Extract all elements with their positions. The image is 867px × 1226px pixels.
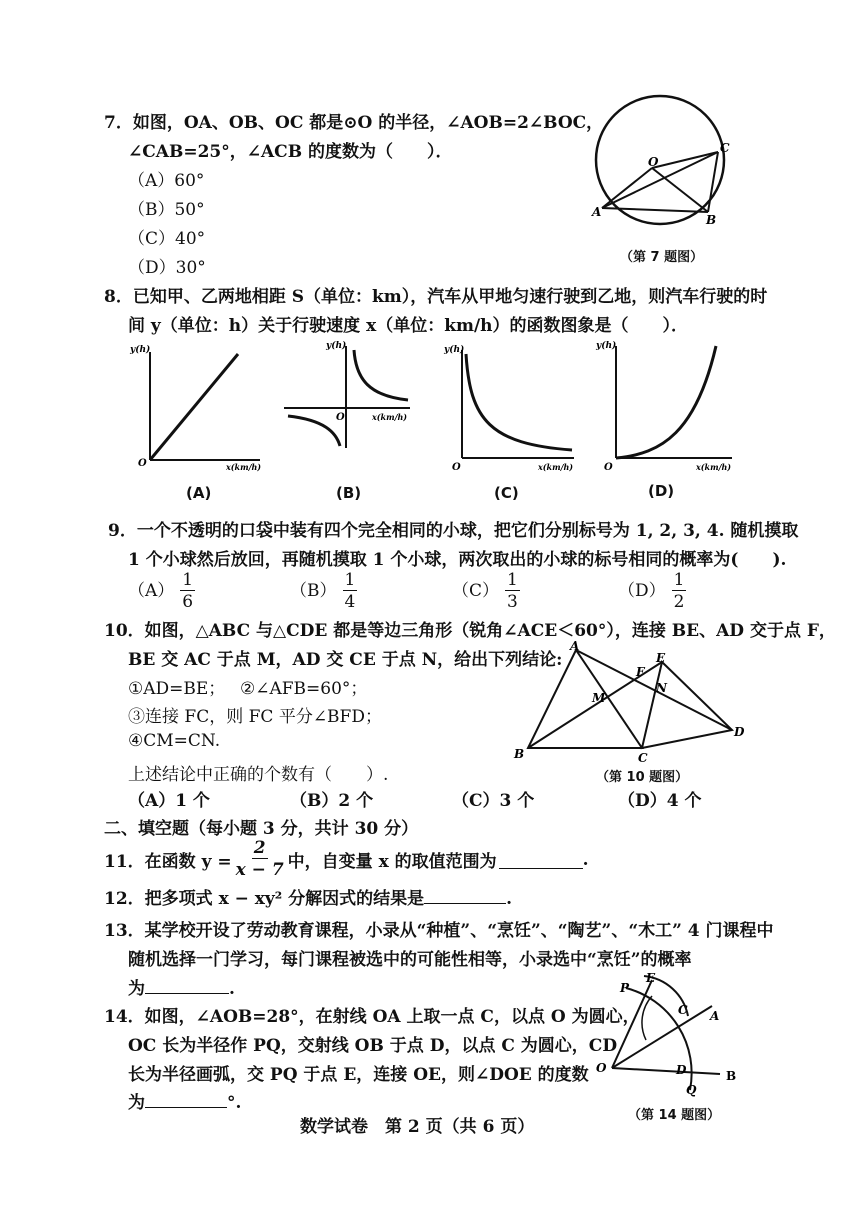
q9-option-d: （D） $\frac{1}{2}$ — [618, 570, 685, 612]
q7-line1: 7．如图，OA、OB、OC 都是⊙O 的半径，∠AOB=2∠BOC， — [104, 113, 604, 133]
q11-answer-blank[interactable] — [499, 850, 583, 869]
q12-answer-blank[interactable] — [424, 885, 506, 904]
q14-label-p: P — [620, 981, 630, 995]
q9-line2: 1 个小球然后放回，再随机摸取 1 个小球，两次取出的小球的标号相同的概率为( ). — [128, 550, 787, 570]
q8-b-xlabel: x(km/h) — [372, 412, 408, 422]
q14-line4: 为 °. — [128, 1088, 241, 1113]
q9-option-c: （C） $\frac{1}{3}$ — [452, 570, 518, 612]
q10-triangle-figure — [510, 640, 750, 766]
q10-conclusion-4: ④CM=CN. — [128, 731, 221, 751]
q8-graph-c-label: (C) — [494, 484, 519, 502]
q14-label-q: Q — [686, 1083, 697, 1097]
q10-line2: BE 交 AC 于点 M，AD 交 CE 于点 N，给出下列结论: — [128, 650, 563, 670]
q10-label-a: A — [570, 640, 580, 653]
q13-line3: 为 . — [128, 974, 235, 999]
q9-option-b: （B） $\frac{1}{4}$ — [290, 570, 356, 612]
q9-option-a: （A） $\frac{1}{6}$ — [128, 570, 194, 612]
q7-option-d: （D）30° — [128, 258, 206, 278]
q9-line1: 9．一个不透明的口袋中装有四个完全相同的小球，把它们分别标号为 1, 2, 3, 4. 随机摸取 — [108, 521, 799, 541]
q7-label-b: B — [706, 213, 717, 227]
q14-line1: 14．如图，∠AOB=28°，在射线 OA 上取一点 C，以点 O 为圆心， — [104, 1007, 640, 1027]
q14-arc-figure — [592, 964, 752, 1104]
q13-answer-blank[interactable] — [145, 975, 229, 994]
q10-label-c: C — [638, 751, 648, 765]
q8-c-xlabel: x(km/h) — [538, 462, 574, 472]
q8-graph-d — [592, 336, 742, 476]
q10-label-b: B — [514, 747, 525, 761]
q8-graph-b-label: (B) — [336, 484, 362, 502]
q7-option-c: （C）40° — [128, 229, 206, 249]
q14-caption: （第 14 题图） — [628, 1108, 721, 1123]
q8-b-origin: O — [336, 412, 345, 423]
q8-graph-a — [126, 340, 276, 475]
q10-option-b: （B）2 个 — [290, 791, 374, 811]
q8-a-xlabel: x(km/h) — [226, 462, 262, 472]
q14-label-c: C — [678, 1003, 688, 1017]
section-2-heading: 二、填空题（每小题 3 分，共计 30 分） — [104, 819, 419, 839]
q8-line2: 间 y（单位：h）关于行驶速度 x（单位：km/h）的函数图象是（ ）． — [128, 316, 689, 336]
q7-option-a: （A）60° — [128, 171, 205, 191]
q10-conclusion-3: ③连接 FC，则 FC 平分∠BFD； — [128, 707, 382, 727]
q7-option-b: （B）50° — [128, 200, 205, 220]
q7-label-o: O — [648, 155, 659, 169]
q10-option-c: （C）3 个 — [452, 791, 535, 811]
q8-graph-c — [440, 340, 580, 475]
q7-label-a: A — [592, 205, 602, 219]
q14-answer-blank[interactable] — [145, 1089, 227, 1108]
page-footer: 数学试卷 第 2 页（共 6 页） — [300, 1117, 535, 1137]
q7-circle-figure — [580, 88, 740, 238]
q10-label-m: M — [592, 691, 606, 705]
q10-label-e: E — [656, 651, 666, 665]
q14-label-e: E — [646, 971, 656, 985]
q12: 12．把多项式 x − xy² 分解因式的结果是 . — [104, 884, 512, 909]
q10-option-d: （D）4 个 — [618, 791, 702, 811]
q10-line1: 10．如图，△ABC 与△CDE 都是等边三角形（锐角∠ACE＜60°），连接 BE、AD 交于点 F， — [104, 621, 836, 641]
q10-label-d: D — [734, 725, 745, 739]
q14-line2: OC 长为半径作 PQ，交射线 OB 于点 D，以点 C 为圆心，CD — [128, 1036, 618, 1056]
q13-line2: 随机选择一门学习，每门课程被选中的可能性相等，小录选中“烹饪”的概率 — [128, 950, 692, 970]
q8-b-ylabel: y(h) — [326, 341, 347, 351]
q14-label-b: B — [726, 1069, 737, 1083]
q8-line1: 8．已知甲、乙两地相距 S（单位：km），汽车从甲地匀速行驶到乙地，则汽车行驶的时 — [104, 287, 768, 307]
q8-c-origin: O — [452, 462, 461, 473]
q10-label-f: F — [636, 665, 645, 679]
q14-label-o: O — [596, 1061, 607, 1075]
q13-line1: 13．某学校开设了劳动教育课程，小录从“种植”、“烹饪”、“陶艺”、“木工” 4 门课程中 — [104, 921, 774, 941]
q11: 11．在函数 y = $\frac{2}{x - 7}$ 中，自变量 x 的取值范围为 . — [104, 838, 589, 880]
q8-graph-b — [280, 336, 420, 456]
q10-caption: （第 10 题图） — [596, 770, 689, 785]
q10-line3: 上述结论中正确的个数有（ ）. — [128, 765, 389, 785]
q8-d-xlabel: x(km/h) — [696, 462, 732, 472]
q10-option-a: （A）1 个 — [128, 791, 210, 811]
q10-label-n: N — [656, 681, 667, 695]
q8-a-origin: O — [138, 458, 147, 469]
q10-conclusion-2: ②∠AFB=60°； — [240, 679, 368, 699]
q14-label-d: D — [676, 1063, 687, 1077]
q8-c-ylabel: y(h) — [444, 345, 465, 355]
q14-line3: 长为半径画弧，交 PQ 于点 E，连接 OE，则∠DOE 的度数 — [128, 1065, 589, 1085]
q8-d-origin: O — [604, 462, 613, 473]
q8-a-ylabel: y(h) — [130, 345, 151, 355]
q8-graph-a-label: (A) — [186, 484, 212, 502]
q8-d-ylabel: y(h) — [596, 341, 617, 351]
q7-caption: （第 7 题图） — [620, 250, 704, 265]
q7-label-c: C — [720, 141, 730, 155]
q7-line2: ∠CAB=25°，∠ACB 的度数为（ ）． — [128, 142, 453, 162]
q10-conclusion-1: ①AD=BE； — [128, 679, 226, 699]
q14-label-a: A — [710, 1009, 720, 1023]
q8-graph-d-label: (D) — [648, 482, 675, 500]
